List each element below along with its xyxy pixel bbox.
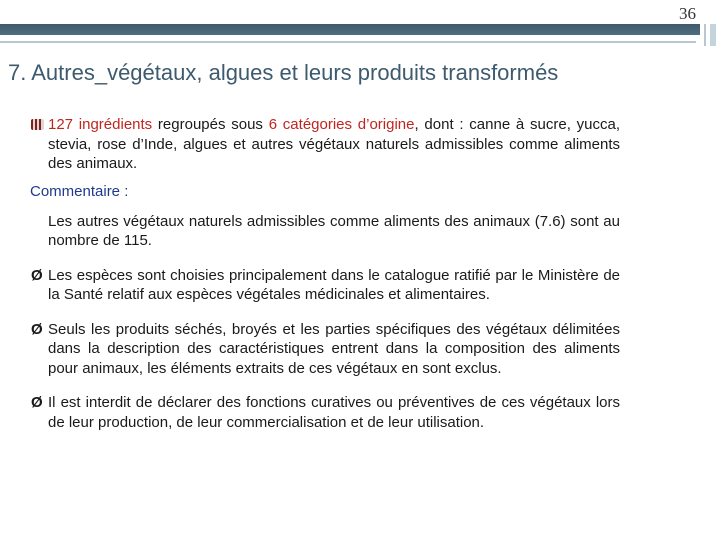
book-bullet-icon bbox=[31, 119, 44, 130]
paragraph-text: Il est interdit de déclarer des fonctions curatives ou préventives de ces végétaux lors de leur production, de leur commercialisation et de leur utilisation. bbox=[48, 394, 620, 431]
arrow-bullet-icon: Ø bbox=[31, 394, 43, 411]
paragraph-text: Les espèces sont choisies principalement dans le catalogue ratifié par le Ministère de la Santé relatif aux espèces végétales médicinales et alimentaires. bbox=[48, 266, 620, 303]
header-line bbox=[0, 41, 696, 43]
comment-paragraph-4 bbox=[30, 393, 620, 432]
commentaire-label: Commentaire : bbox=[30, 182, 129, 200]
category-count: 6 catégories d’origine bbox=[268, 116, 415, 133]
paragraph-text: Seuls les produits séchés, broyés et les parties spécifiques des végétaux délimitées dans la description des caractéristiques entrent dans la composition des aliments pour animaux, les éléments extraits de ces végétaux en sont exclus. bbox=[48, 320, 620, 377]
comment-paragraph-1 bbox=[30, 212, 620, 251]
header-bar bbox=[0, 24, 700, 35]
intro-paragraph bbox=[30, 115, 620, 174]
page-number: 36 bbox=[679, 4, 696, 23]
slide-title: 7. Autres_végétaux, algues et leurs produits transformés bbox=[8, 60, 559, 85]
intro-text-2: , dont : canne à sucre, yucca, stevia, rose d’Inde, algues et autres végétaux naturels admissibles comme aliments des animaux. bbox=[48, 116, 620, 172]
slide-content bbox=[30, 115, 620, 432]
corner-decoration-block bbox=[710, 24, 716, 46]
comment-paragraph-3 bbox=[30, 320, 620, 379]
ingredient-count: 127 ingrédients bbox=[48, 116, 153, 133]
arrow-bullet-icon: Ø bbox=[31, 266, 43, 284]
arrow-bullet-icon: Ø bbox=[31, 320, 43, 338]
corner-decoration bbox=[704, 24, 706, 46]
comment-paragraph-2 bbox=[30, 266, 620, 305]
paragraph-text: Les autres végétaux naturels admissibles comme aliments des animaux (7.6) sont au nombre de 115. bbox=[48, 212, 620, 249]
intro-text-1: regroupés sous bbox=[152, 116, 269, 133]
